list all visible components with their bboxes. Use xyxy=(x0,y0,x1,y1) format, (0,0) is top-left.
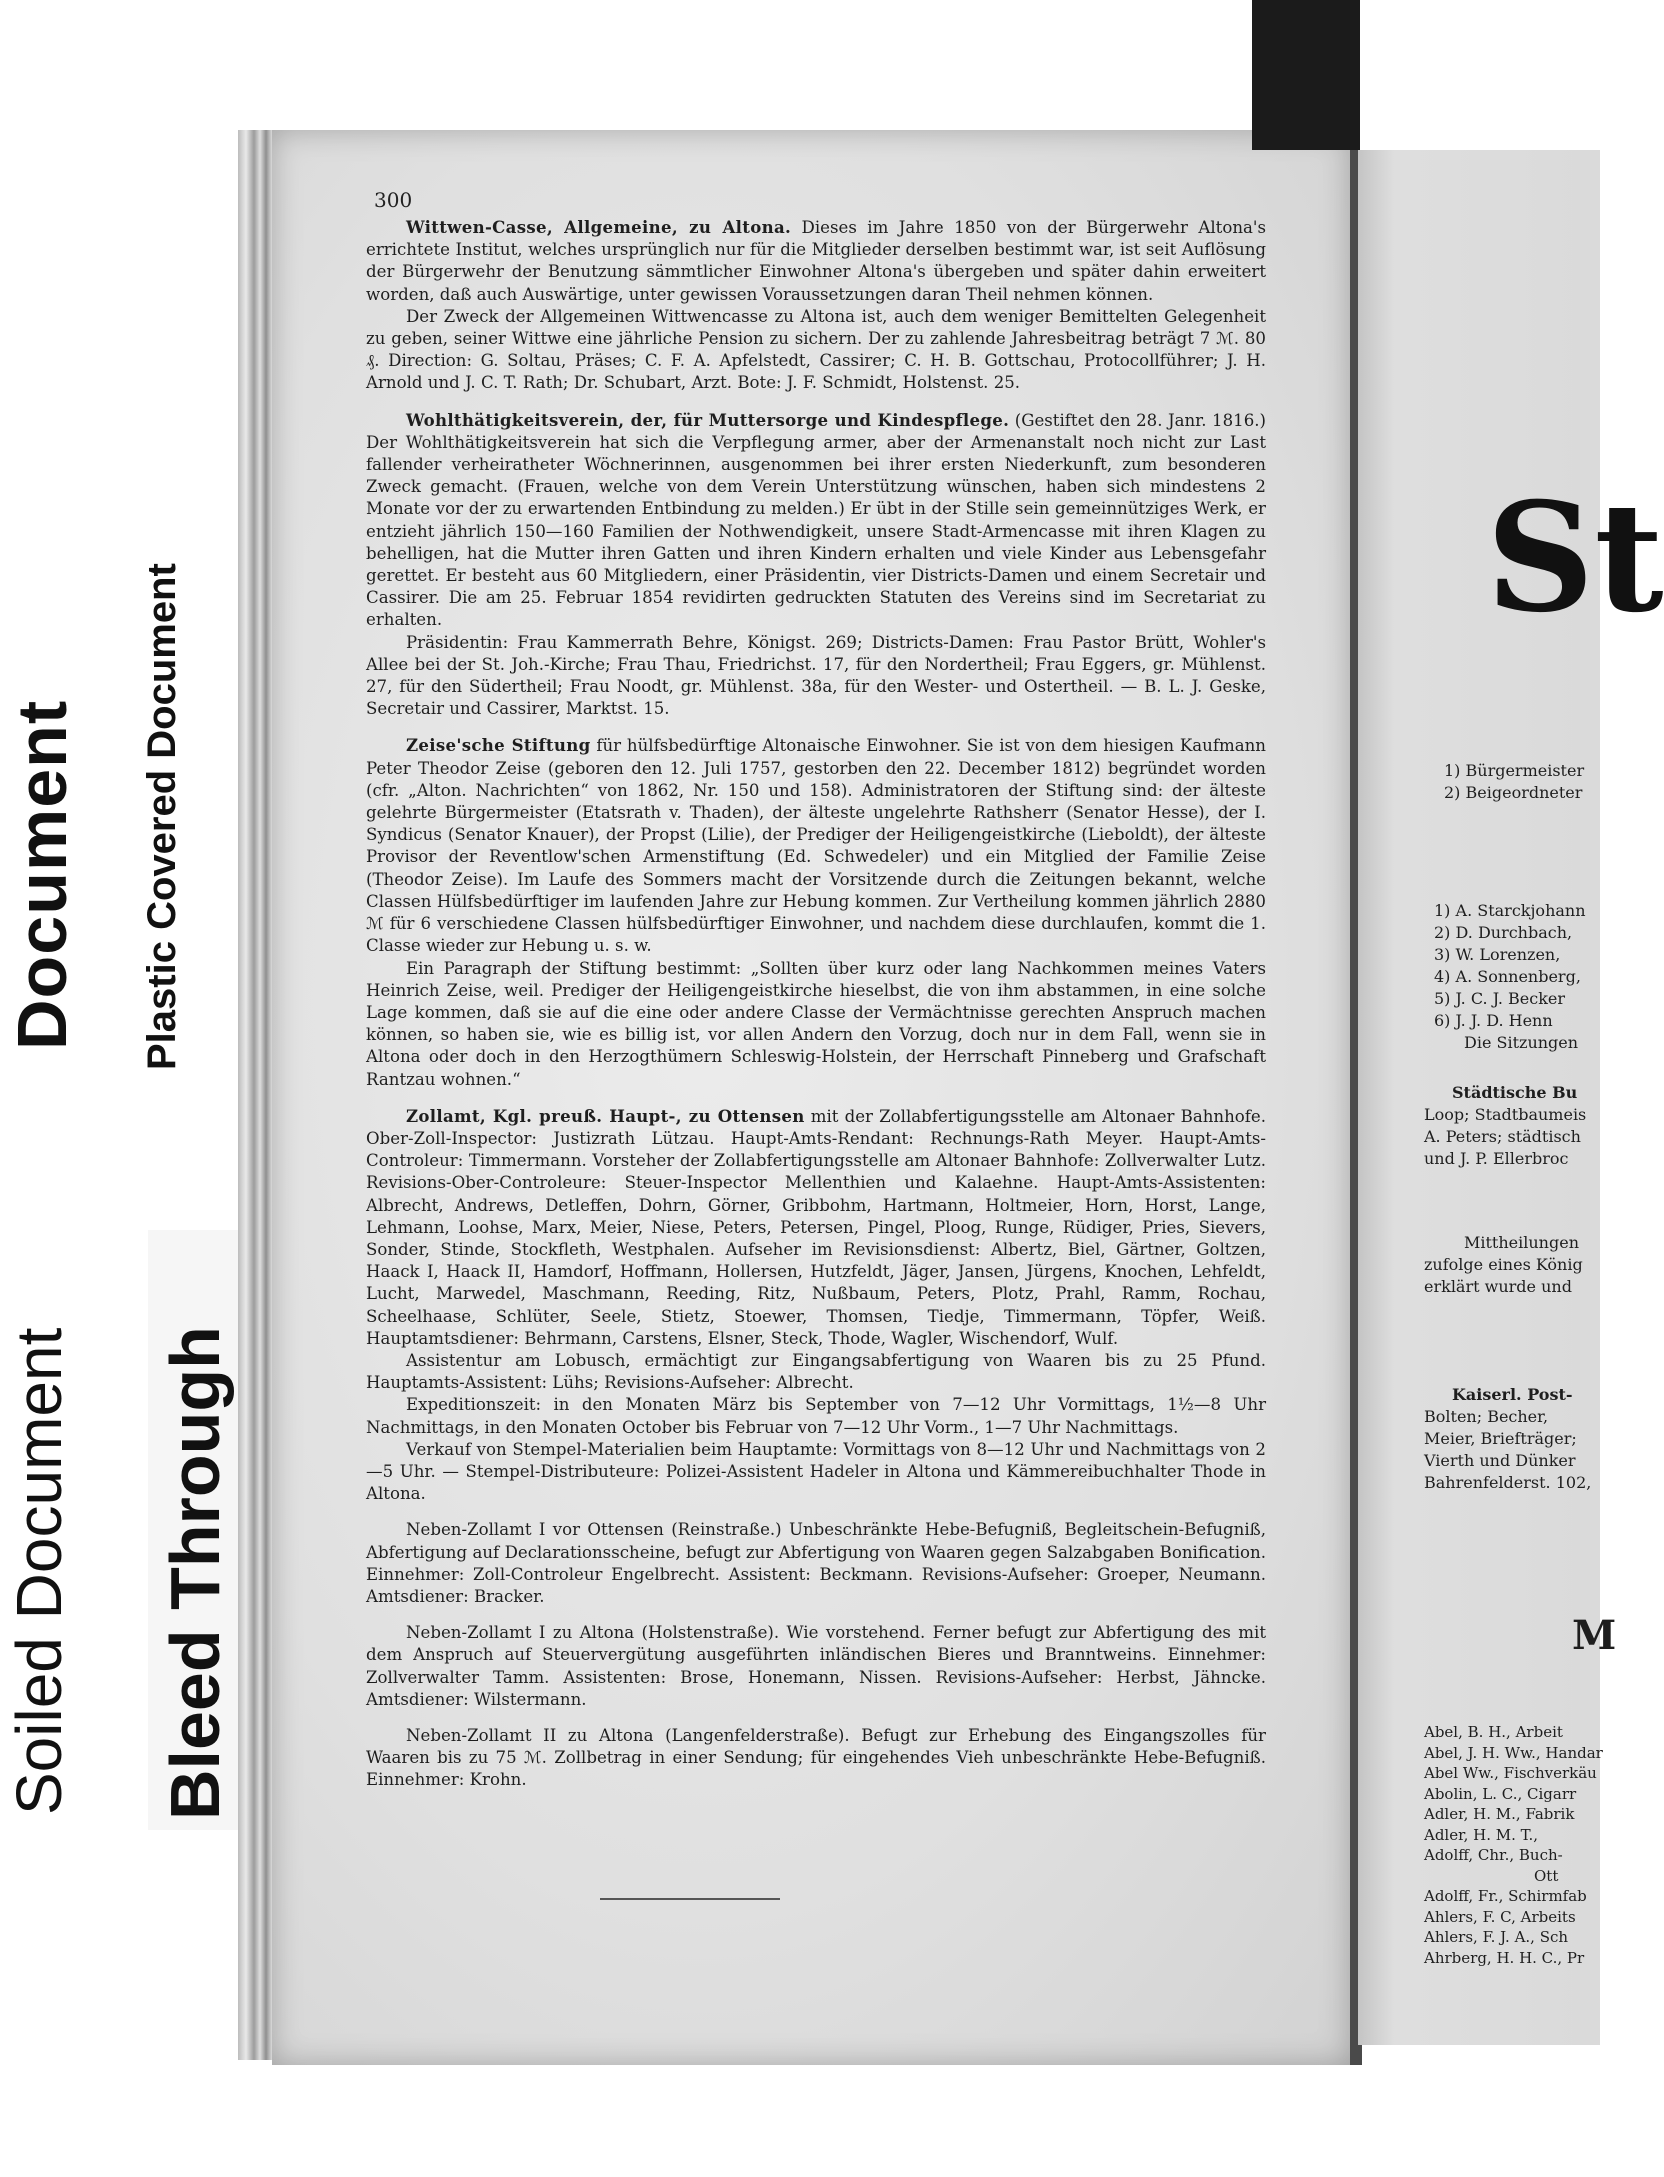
label-bleed-through: Bleed Through xyxy=(156,1326,234,1820)
entry-text: mit der Zollabfertigungsstelle am Altonaer Bahnhofe. Ober-Zoll-Inspector: Justizrath Lützau. Haupt-Amts-Rendant: Rechnungs-Rath Meyer. Haupt-Amts-Controleur: Timmermann. Vorsteher der Zollabfertigungsstelle am Altonaer Bahnhofe: Zollverwalter Lutz. Revisions-Ober-Controleure: Steuer-Inspector Mellenthien und Kalaehne. Haupt-Amts-Assistenten: Albrecht, Andrews, Detleffen, Dohrn, Görner, Gribbohm, Hartmann, Holtmeier, Horn, Horst, Lange, Lehmann, Loohse, Marx, Meier, Niese, Peters, Petersen, Pingel, Ploog, Runge, Rüdiger, Pries, Sievers, Sonder, Stinde, Stockfleth, Westphalen. Aufseher im Revisionsdienst: Albertz, Biel, Gärtner, Goltzen, Haack I, Haack II, Hamdorf, Hoffmann, Hollersen, Hutzfeldt, Jäger, Jansen, Jürgens, Knochen, Lehfeldt, Lucht, Marwedel, Maschmann, Reeding, Ritz, Nußbaum, Peters, Plotz, Prahl, Ramm, Rochau, Scheelhaase, Schlüter, Seele, Stietz, Stoewer, Thomsen, Tiedje, Timmermann, Töpfer, Weiß. Hauptamtsdiener: Behrmann, Carstens, Elsner, Steck, Thode, Wagler, Wischendorf, Wulf. xyxy=(366,1106,1266,1348)
right-page-line: Adolff, Fr., Schirmfab xyxy=(1424,1887,1587,1905)
entry-wittwen-casse xyxy=(366,216,1266,395)
entry-text: für hülfsbedürftige Altonaische Einwohner. Sie ist von dem hiesigen Kaufmann Peter Theodor Zeise (geboren den 12. Juli 1757, gestorben den 22. December 1812) begründet worden (cfr. „Alton. Nachrichten“ von 1862, Nr. 150 und 158). Administratoren der Stiftung sind: der älteste gelehrte Bürgermeister (Etatsrath v. Thaden), der älteste ungelehrte Rathsherr (Senator Hesse), der I. Syndicus (Senator Knauer), der Propst (Lilie), der Prediger der Heiligengeistkirche (Lieboldt), der älteste Provisor der Reventlow'schen Armenstiftung (Ed. Schwedeler) und ein Mitglied der Familie Zeise (Theodor Zeise). Im Laufe des Sommers macht der Vorsitzende durch die Zeitungen bekannt, welche Classen Hülfsbedürftiger im laufenden Jahre zur Hebung kommen. Zur Vertheilung kommen jährlich 2880 ℳ für 6 verschiedene Classen hülfsbedürftiger Einwohner, und nachdem diese durchlaufen, kommt die 1. Classe wieder zur Hebung u. s. w. xyxy=(366,736,1266,956)
entry-text: Expeditionszeit: in den Monaten März bis September von 7—12 Uhr Vormittags, 1½—8 Uhr Nachmittags, in den Monaten October bis Februar von 7—12 Uhr Vorm., 1—7 Uhr Nachmittags. xyxy=(366,1395,1266,1437)
dark-strip xyxy=(1252,0,1360,150)
right-page-line: 5) J. C. J. Becker xyxy=(1434,989,1566,1008)
right-page-line: erklärt wurde und xyxy=(1424,1277,1572,1296)
right-page-line: und J. P. Ellerbroc xyxy=(1424,1149,1569,1168)
page-content xyxy=(366,190,1266,1792)
right-page-line: 6) J. J. D. Henn xyxy=(1434,1011,1553,1030)
end-rule xyxy=(600,1898,780,1900)
right-page-line: Adler, H. M. T., xyxy=(1424,1825,1539,1844)
entry-text: Unbeschränkte Hebe-Befugniß, Begleitschein-Befugniß, Abfertigung auf Declarationsscheine, befugt zur Abfertigung von Waaren gegen Salzabgaben Bonification. Einnehmer: Zoll-Controleur Engelbrecht. Assistent: Beckmann. Revisions-Aufseher: Groeper, Neumann. Amtsdiener: Bracker. xyxy=(366,1520,1267,1606)
right-page-list-c xyxy=(1424,1082,1600,1170)
right-page-list-e xyxy=(1424,1384,1600,1494)
right-page-line: Bahrenfelderst. 102, xyxy=(1424,1473,1592,1492)
right-page-list-b xyxy=(1434,900,1600,1054)
entry-text: Wie vorstehend. Ferner befugt zur Abfertigung des mit dem Anspruch auf Steuervergütung ausgeführten inländischen Bieres und Branntweins. Einnehmer: Zollverwalter Tamm. Assistenten: Brose, Honemann, Nissen. Revisions-Aufseher: Herbst, Jähncke. Amtsdiener: Wilstermann. xyxy=(366,1623,1266,1709)
label-soiled: Soiled Document xyxy=(3,1327,75,1815)
right-page-line: 2) Beigeordneter xyxy=(1444,783,1583,802)
entry-zollamt-ottensen xyxy=(366,1105,1266,1506)
right-page-section-letter: M xyxy=(1572,1612,1617,1659)
entry-text: Ein Paragraph der Stiftung bestimmt: „Sollten über kurz oder lang Nachkommen meines Vaters Heinrich Zeise, weil. Prediger der Heiligengeistkirche hieselbst, die von ihm abstammen, in eine solche Lage kommen, daß sie auf die eine oder andere Classe der Vermächtnisse gerechten Anspruch machen können, so haben sie, wie es billig ist, vor allen Andern den Vorzug, doch nur in dem Fall, wenn sie in Altona oder doch in den Herzogthümern Schleswig-Holstein, der Herrschaft Pinneberg und Grafschaft Rantzau wohnen.“ xyxy=(366,958,1266,1089)
right-page-line: Die Sitzungen xyxy=(1464,1033,1579,1052)
entry-text: Verkauf von Stempel-Materialien beim Hauptamte: Vormittags von 8—12 Uhr und Nachmittags von 2—5 Uhr. — Stempel-Distributeure: Polizei-Assistent Hadeler in Altona und Kämmereibuchhalter Thode in Altona. xyxy=(366,1439,1266,1504)
right-page-line: Ahlers, F. J. A., Sch xyxy=(1424,1928,1569,1946)
right-page-line: Vierth und Dünker xyxy=(1424,1451,1576,1470)
entry-text: Der Zweck der Allgemeinen Wittwencasse zu Altona ist, auch dem weniger Bemittelten Gelegenheit zu geben, seiner Wittwe eine jährliche Pension zu sichern. Der zu zahlende Jahresbeitrag beträgt 7 ℳ. 80 ₰. Direction: G. Soltau, Präses; C. F. A. Apfelstedt, Cassirer; C. H. B. Gottschau, Protocollführer; J. H. Arnold und J. C. T. Rath; Dr. Schubart, Arzt. Bote: J. F. Schmidt, Holstenst. 25. xyxy=(366,306,1266,393)
page-number: 300 xyxy=(374,188,413,212)
right-page-list-d xyxy=(1424,1232,1600,1298)
entry-text: Assistentur am Lobusch, ermächtigt zur Eingangsabfertigung von Waaren bis zu 25 Pfund. Hauptamts-Assistent: Lühs; Revisions-Aufseher: Albrecht. xyxy=(366,1350,1266,1393)
right-page-line: Abel, J. H. Ww., Handar xyxy=(1424,1743,1603,1762)
right-page-line: Ahlers, F. C, Arbeits xyxy=(1424,1907,1576,1926)
right-page-line: 1) Bürgermeister xyxy=(1444,761,1585,780)
entry-neben-zollamt-2-altona xyxy=(366,1725,1266,1792)
right-page-list-f xyxy=(1424,1722,1603,1968)
entry-heading: Zeise'sche Stiftung xyxy=(406,735,591,756)
entry-heading: Neben-Zollamt I zu Altona (Holstenstraße). xyxy=(406,1623,780,1643)
right-page-line: Ahrberg, H. H. C., Pr xyxy=(1424,1948,1585,1967)
right-page-line: Adler, H. M., Fabrik xyxy=(1424,1805,1575,1823)
right-page-line: Loop; Stadtbaumeis xyxy=(1424,1105,1587,1124)
right-page-line: Kaiserl. Post- xyxy=(1452,1385,1573,1404)
label-plastic-covered: Plastic Covered Document xyxy=(140,563,184,1070)
entry-text: Dieses im Jahre 1850 von der Bürgerwehr Altona's errichtete Institut, welches ursprünglich nur für die Mitglieder derselben bestimmt war, ist seit Auflösung der Bürgerwehr der Benutzung sämmtlicher Einwohner Altona's übergeben und später dahin erweitert worden, daß auch Auswärtige, unter gewissen Voraussetzungen daran Theil nehmen können. xyxy=(366,218,1266,304)
right-page-line: 2) D. Durchbach, xyxy=(1434,923,1573,942)
right-page-line: Ott xyxy=(1534,1866,1559,1885)
right-page-line: A. Peters; städtisch xyxy=(1424,1127,1581,1146)
right-page-line: 4) A. Sonnenberg, xyxy=(1434,967,1581,986)
right-page-line: 3) W. Lorenzen, xyxy=(1434,945,1561,964)
entry-heading: Neben-Zollamt I vor Ottensen (Reinstraße.) xyxy=(406,1520,782,1540)
entry-text: (Gestiftet den 28. Janr. 1816.) Der Wohlthätigkeitsverein hat sich die Verpflegung armer, aber der Armenanstalt noch nicht zur Last fallender verheiratheter Wöchnerinnen, ausgenommen bei ihrer ersten Niederkunft, zum besonderen Zweck gemacht. (Frauen, welche von dem Verein Unterstützung wünschen, haben sich mindestens 2 Monate vor der zu erwartenden Entbindung zu melden.) Er übt in der Stille sein gemeinnütziges Werk, er entzieht jährlich 150—160 Familien der Nothwendigkeit, unsere Stadt-Armencasse mit ihren Klagen zu behelligen, hat die Mutter ihren Gatten und ihren Kindern erhalten und viele Kinder aus Lebensgefahr gerettet. Er besteht aus 60 Mitgliedern, einer Präsidentin, vier Districts-Damen und einem Secretair und Cassirer. Die am 25. Februar 1854 revidirten gedruckten Statuten des Vereins sind im Secretariat zu erhalten. xyxy=(366,410,1267,630)
right-page-line: Abolin, L. C., Cigarr xyxy=(1424,1784,1577,1803)
right-page-title: St xyxy=(1486,470,1664,646)
right-page-line: 1) A. Starckjohann xyxy=(1434,901,1586,920)
right-page-line: Abel, B. H., Arbeit xyxy=(1424,1723,1563,1741)
right-page-line: zufolge eines König xyxy=(1424,1255,1583,1274)
entry-heading: Zollamt, Kgl. preuß. Haupt-, zu Ottensen xyxy=(406,1105,805,1126)
entry-neben-zollamt-1-ottensen xyxy=(366,1519,1266,1608)
right-page-line: Bolten; Becher, xyxy=(1424,1407,1549,1426)
entry-wohlthaetigkeitsverein xyxy=(366,409,1266,721)
entry-heading: Neben-Zollamt II zu Altona (Langenfelderstraße). xyxy=(406,1726,850,1745)
right-page-line: Adolff, Chr., Buch- xyxy=(1424,1846,1563,1864)
entry-text: Präsidentin: Frau Kammerrath Behre, Königst. 269; Districts-Damen: Frau Pastor Brütt, Wohler's Allee bei der St. Joh.-Kirche; Frau Thau, Friedrichst. 17, für den Nordertheil; Frau Eggers, gr. Mühlenst. 27, für den Südertheil; Frau Noodt, gr. Mühlenst. 38a, für den Wester- und Ostertheil. — B. L. J. Geske, Secretair und Cassirer, Marktst. 15. xyxy=(366,632,1266,719)
label-document: Document xyxy=(3,699,81,1050)
right-page-list-a xyxy=(1444,760,1600,804)
right-page-line: Mittheilungen xyxy=(1464,1233,1579,1252)
entry-neben-zollamt-1-altona xyxy=(366,1622,1266,1711)
right-page-line: Abel Ww., Fischverkäu xyxy=(1424,1764,1597,1782)
right-page-line: Meier, Briefträger; xyxy=(1424,1429,1577,1448)
entry-zeise-stiftung xyxy=(366,734,1266,1090)
entry-heading: Wohlthätigkeitsverein, der, für Muttersorge und Kindespflege. xyxy=(406,409,1010,430)
entry-text: Befugt zur Erhebung des Eingangszolles für Waaren bis zu 75 ℳ. Zollbetrag in einer Sendung; für eingehendes Vieh unbeschränkte Hebe-Befugniß. Einnehmer: Krohn. xyxy=(366,1726,1266,1790)
right-page-line: Städtische Bu xyxy=(1452,1083,1578,1102)
entry-heading: Wittwen-Casse, Allgemeine, zu Altona. xyxy=(406,217,792,237)
label-border xyxy=(0,0,240,2177)
